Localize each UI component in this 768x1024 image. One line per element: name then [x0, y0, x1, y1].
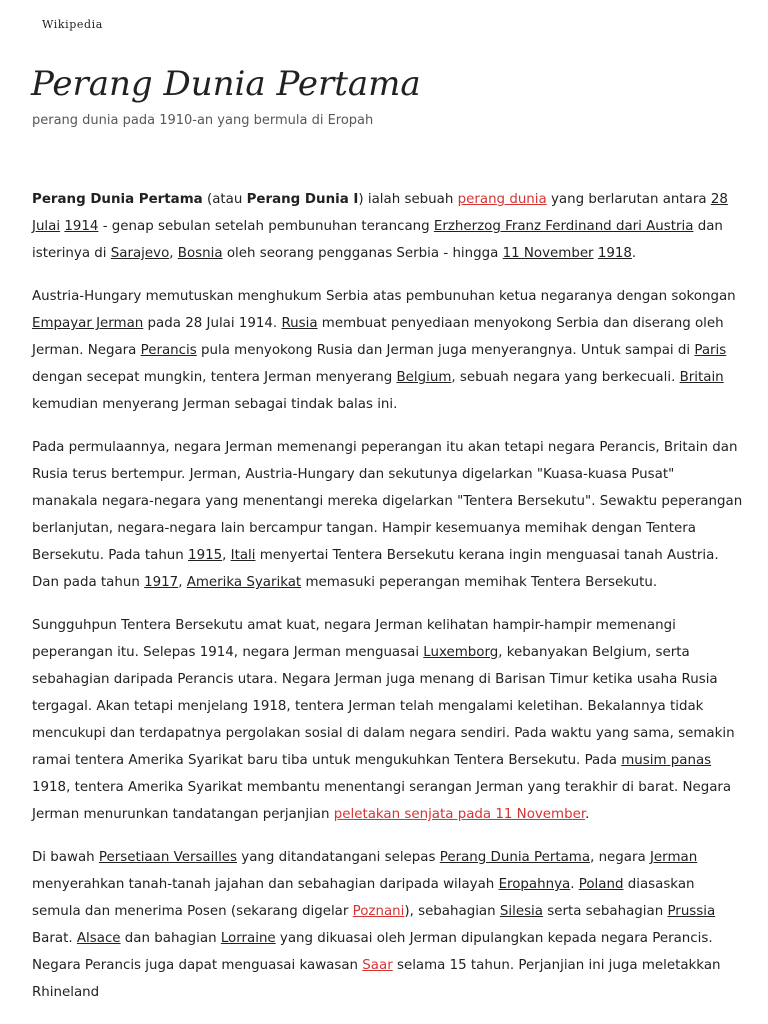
- article-link[interactable]: Jerman: [649, 850, 698, 865]
- article-link[interactable]: Itali: [230, 548, 256, 563]
- article-link[interactable]: Paris: [694, 343, 727, 358]
- paragraph-text: - genap sebulan setelah pembunuhan terancang: [98, 219, 434, 234]
- article-link[interactable]: 1918: [597, 246, 632, 261]
- article-link[interactable]: Luxemborg: [423, 645, 499, 660]
- paragraph-text: selama 15 tahun. Perjanjian ini juga meletakkan Rhineland: [32, 958, 721, 1000]
- article-link[interactable]: 1917: [144, 575, 179, 590]
- article-paragraph: [32, 434, 744, 596]
- paragraph-text: oleh seorang pengganas Serbia - hingga: [222, 246, 503, 261]
- article-link[interactable]: 1914: [64, 219, 99, 234]
- paragraph-text: menyertai Tentera Bersekutu kerana ingin menguasai tanah Austria. Dan pada tahun: [32, 548, 719, 590]
- paragraph-text: , sebuah negara yang berkecuali.: [451, 370, 680, 385]
- paragraph-text: diasaskan semula dan menerima Posen (sekarang digelar: [32, 877, 695, 919]
- paragraph-text: ,: [169, 246, 178, 261]
- paragraph-text: serta sebahagian: [542, 904, 668, 919]
- article-link[interactable]: Sarajevo: [110, 246, 170, 261]
- bold-term: Perang Dunia I: [246, 192, 359, 207]
- article-link-missing[interactable]: peletakan senjata pada 11 November: [333, 807, 586, 822]
- paragraph-text: .: [570, 877, 579, 892]
- paragraph-text: yang dikuasai oleh Jerman dipulangkan kepada negara Perancis. Negara Perancis juga dapat menguasai kawasan: [32, 931, 713, 973]
- paragraph-text: ,: [222, 548, 231, 563]
- article-link-missing[interactable]: Poznani: [352, 904, 405, 919]
- paragraph-text: ), sebahagian: [404, 904, 500, 919]
- article-link[interactable]: 11 November: [502, 246, 594, 261]
- bold-term: Perang Dunia Pertama: [32, 192, 203, 207]
- article-link[interactable]: Silesia: [499, 904, 543, 919]
- article-link[interactable]: Rusia: [281, 316, 318, 331]
- paragraph-text: Pada permulaannya, negara Jerman memenangi peperangan itu akan tetapi negara Perancis, Britain dan Rusia terus bertempur. Jerman, Austria-Hungary dan sekutunya digelarkan "Kuasa-kuasa Pusat" manakala negara-negara yang menentangi mereka digelarkan "Tentera Bersekutu". Sewaktu peperangan berlanjutan, negara-negara lain bercampur tangan. Hampir kesemuanya memihak dengan Tentera Bersekutu. Pada tahun: [32, 440, 743, 563]
- paragraph-text: Austria-Hungary memutuskan menghukum Serbia atas pembunuhan ketua negaranya dengan sokongan: [32, 289, 736, 304]
- paragraph-text: ) ialah sebuah: [358, 192, 458, 207]
- article-link[interactable]: Poland: [578, 877, 624, 892]
- paragraph-text: ,: [178, 575, 187, 590]
- article-body: [32, 186, 744, 1022]
- article-paragraph: [32, 283, 744, 418]
- article-paragraph: [32, 844, 744, 1006]
- paragraph-text: yang ditandatangani selepas: [237, 850, 440, 865]
- paragraph-text: dengan secepat mungkin, tentera Jerman menyerang: [32, 370, 397, 385]
- article-link[interactable]: Persetiaan Versailles: [98, 850, 238, 865]
- article-link[interactable]: musim panas: [621, 753, 712, 768]
- paragraph-text: kemudian menyerang Jerman sebagai tindak balas ini.: [32, 397, 398, 412]
- article-link[interactable]: Belgium: [396, 370, 452, 385]
- article-link[interactable]: 28 Julai: [32, 192, 728, 234]
- article-link[interactable]: Perancis: [140, 343, 197, 358]
- paragraph-text: 1918, tentera Amerika Syarikat membantu menentangi serangan Jerman yang terakhir di barat. Negara Jerman menurunkan tandatangan perjanjian: [32, 780, 732, 822]
- page-subtitle: perang dunia pada 1910-an yang bermula di Eropah: [32, 113, 374, 128]
- paragraph-text: pada 28 Julai 1914.: [143, 316, 282, 331]
- article-link[interactable]: 1915: [188, 548, 223, 563]
- article-link[interactable]: Bosnia: [177, 246, 223, 261]
- paragraph-text: membuat penyediaan menyokong Serbia dan diserang oleh Jerman. Negara: [32, 316, 724, 358]
- paragraph-text: , negara: [590, 850, 650, 865]
- paragraph-text: pula menyokong Rusia dan Jerman juga menyerangnya. Untuk sampai di: [196, 343, 695, 358]
- paragraph-text: Sungguhpun Tentera Bersekutu amat kuat, negara Jerman kelihatan hampir-hampir memenangi peperangan itu. Selepas 1914, negara Jerman menguasai: [32, 618, 676, 660]
- article-link[interactable]: Lorraine: [220, 931, 276, 946]
- article-paragraph: [32, 612, 744, 828]
- paragraph-text: Di bawah: [32, 850, 99, 865]
- article-link[interactable]: Alsace: [76, 931, 121, 946]
- paragraph-text: (atau: [202, 192, 247, 207]
- article-link[interactable]: Empayar Jerman: [32, 316, 144, 331]
- paragraph-text: , kebanyakan Belgium, serta sebahagian daripada Perancis utara. Negara Jerman juga menang di Barisan Timur ketika usaha Rusia tergagal. Akan tetapi menjelang 1918, tentera Jerman telah mengalami keletihan. Bekalannya tidak mencukupi dan terdapatnya pergolakan sosial di dalam negara sendiri. Pada waktu yang sama, semakin ramai tentera Amerika Syarikat baru tiba untuk mengukuhkan Tentera Bersekutu. Pada: [32, 645, 735, 768]
- wikipedia-logo[interactable]: Wikipedia: [42, 18, 103, 31]
- article-link[interactable]: Perang Dunia Pertama: [439, 850, 591, 865]
- article-paragraph: [32, 186, 744, 267]
- article-link-missing[interactable]: Saar: [362, 958, 393, 973]
- paragraph-text: memasuki peperangan memihak Tentera Bersekutu.: [301, 575, 658, 590]
- page-title: Perang Dunia Pertama: [31, 64, 421, 104]
- paragraph-text: dan bahagian: [120, 931, 221, 946]
- article-link[interactable]: Britain: [679, 370, 724, 385]
- article-link[interactable]: Amerika Syarikat: [186, 575, 302, 590]
- article-link-missing[interactable]: perang dunia: [457, 192, 547, 207]
- paragraph-text: dan isterinya di: [32, 219, 723, 261]
- paragraph-text: .: [631, 246, 637, 261]
- paragraph-text: .: [585, 807, 590, 822]
- article-link[interactable]: Erzherzog Franz Ferdinand dari Austria: [433, 219, 694, 234]
- paragraph-text: yang berlarutan antara: [546, 192, 711, 207]
- paragraph-text: Barat.: [32, 931, 77, 946]
- article-link[interactable]: Prussia: [667, 904, 716, 919]
- article-link[interactable]: Eropahnya: [498, 877, 571, 892]
- paragraph-text: menyerahkan tanah-tanah jajahan dan sebahagian daripada wilayah: [32, 877, 499, 892]
